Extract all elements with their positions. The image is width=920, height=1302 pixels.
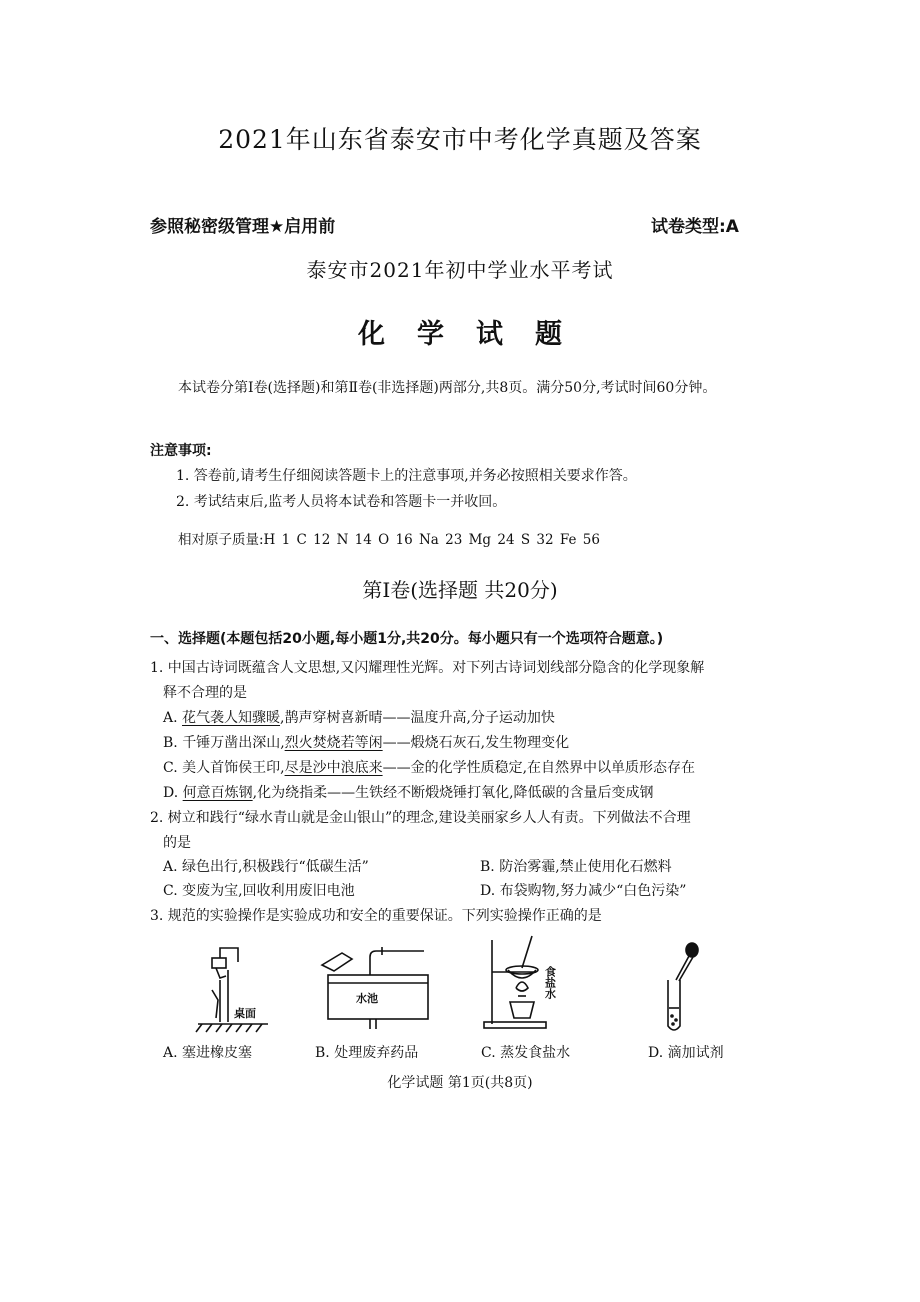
note-item: 2. 考试结束后,监考人员将本试卷和答题卡一并收回。 (176, 494, 507, 510)
q1-option-a (163, 707, 555, 727)
test-tube-stopper-icon (190, 940, 280, 1035)
option-underlined: 烈火焚烧若等闲 (284, 735, 383, 751)
q2-option-b: B. 防治雾霾,禁止使用化石燃料 (480, 859, 672, 875)
evaporating-dish-icon (478, 932, 588, 1032)
option-underlined: 尽是沙中浪底来 (284, 760, 383, 776)
intro-paragraph: 本试卷分第Ⅰ卷(选择题)和第Ⅱ卷(非选择题)两部分,共8页。满分50分,考试时间60分钟。 (178, 380, 717, 396)
paper-type: 试卷类型:A (651, 217, 739, 237)
figure-label: 食盐水 (543, 966, 557, 999)
figure-caption-b: B. 处理废弃药品 (315, 1045, 419, 1061)
figure-label: 水池 (356, 992, 378, 1005)
q2-option-d: D. 布袋购物,努力减少“白色污染” (480, 883, 687, 899)
figure-caption-c: C. 蒸发食盐水 (481, 1045, 571, 1061)
q2-option-c: C. 变废为宝,回收利用废旧电池 (163, 883, 355, 899)
note-item: 1. 答卷前,请考生仔细阅读答题卡上的注意事项,并务必按照相关要求作答。 (176, 468, 637, 484)
option-prefix: C. 美人首饰侯王印, (163, 760, 285, 776)
sink-disposal-icon (312, 945, 437, 1035)
q2-stem-line1: 2. 树立和践行“绿水青山就是金山银山”的理念,建设美丽家乡人人有责。下列做法不合理 (150, 810, 691, 826)
document-title: 2021年山东省泰安市中考化学真题及答案 (218, 125, 702, 154)
option-underlined: 何意百炼钢 (182, 785, 253, 801)
part-heading: 一、选择题(本题包括20小题,每小题1分,共20分。每小题只有一个选项符合题意。) (150, 631, 664, 647)
q1-stem-line1: 1. 中国古诗词既蕴含人文思想,又闪耀理性光辉。对下列古诗词划线部分隐含的化学现象解 (150, 660, 705, 676)
q1-option-b (163, 732, 569, 752)
q2-option-a: A. 绿色出行,积极践行“低碳生活” (163, 859, 369, 875)
dropper-icon (646, 940, 706, 1035)
figure-caption-a: A. 塞进橡皮塞 (163, 1045, 253, 1061)
option-prefix: D. (163, 785, 183, 801)
notes-heading: 注意事项: (150, 443, 212, 459)
q2-stem-line2: 的是 (163, 835, 191, 851)
section-title: 第Ⅰ卷(选择题 共20分) (362, 578, 558, 602)
confidentiality-note: 参照秘密级管理★启用前 (150, 217, 336, 237)
q3-stem: 3. 规范的实验操作是实验成功和安全的重要保证。下列实验操作正确的是 (150, 908, 602, 924)
atomic-mass-line: 相对原子质量:H 1 C 12 N 14 O 16 Na 23 Mg 24 S 32 Fe 56 (178, 532, 600, 548)
option-rest: ——煅烧石灰石,发生物理变化 (382, 735, 570, 751)
subject-title: 化学试题 (358, 319, 594, 350)
option-underlined: 花气袭人知骤暖 (182, 710, 281, 726)
option-rest: ,化为绕指柔——生铁经不断煅烧锤打氧化,降低碳的含量后变成钢 (252, 785, 654, 801)
q1-stem-line2: 释不合理的是 (163, 685, 247, 701)
q1-option-d (163, 782, 654, 802)
figure-label: 桌面 (234, 1007, 256, 1020)
exam-name: 泰安市2021年初中学业水平考试 (306, 258, 614, 282)
figure-caption-d: D. 滴加试剂 (648, 1045, 724, 1061)
option-rest: ——金的化学性质稳定,在自然界中以单质形态存在 (382, 760, 696, 776)
option-prefix: B. 千锤万凿出深山, (163, 735, 285, 751)
option-rest: ,鹊声穿树喜新晴——温度升高,分子运动加快 (280, 710, 555, 726)
option-prefix: A. (163, 710, 183, 726)
q1-option-c (163, 757, 695, 777)
page-footer: 化学试题 第1页(共8页) (387, 1075, 533, 1091)
